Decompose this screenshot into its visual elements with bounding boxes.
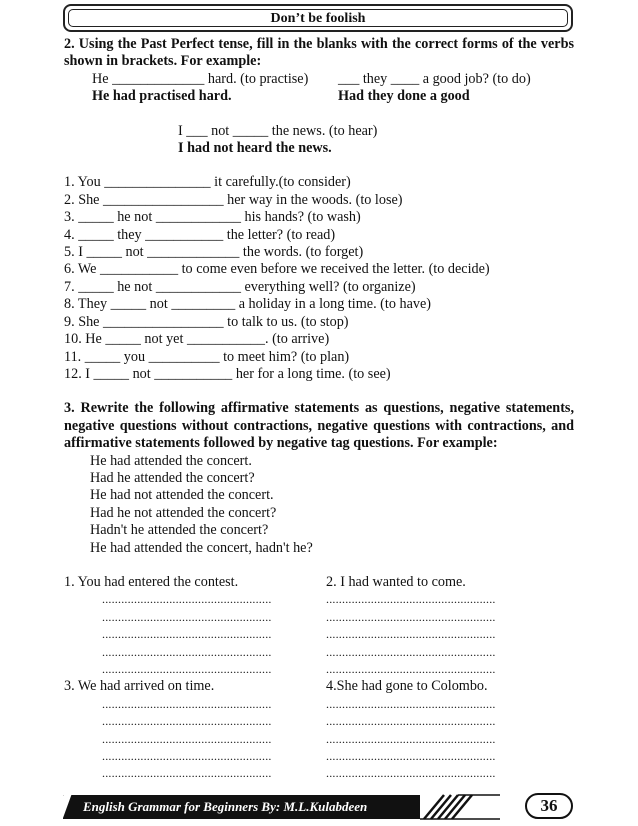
rewrite-exercises — [64, 574, 574, 783]
exercise-prompt: 2. I had wanted to come. — [326, 573, 466, 590]
example-sentence: Had he attended the concert? — [90, 469, 255, 486]
answer-line[interactable]: ..................................................... — [326, 696, 496, 711]
example-sentence: Hadn't he attended the concert? — [90, 522, 269, 539]
example1-answer: He had practised hard. — [92, 88, 232, 105]
answer-line[interactable]: ..................................................... — [326, 592, 496, 607]
exercise-prompt: 1. You had entered the contest. — [64, 573, 239, 590]
answer-line[interactable]: ..................................................... — [326, 749, 496, 764]
answer-line[interactable]: ..................................................... — [102, 714, 272, 729]
list-item: 6. We ___________ to come even before we received the letter. (to decide) — [64, 261, 490, 278]
answer-line[interactable]: ..................................................... — [102, 644, 272, 659]
answer-line[interactable]: ..................................................... — [102, 592, 272, 607]
answer-line[interactable]: ..................................................... — [102, 609, 272, 624]
list-item: 11. _____ you __________ to meet him? (to plan) — [64, 348, 350, 365]
example2-answer: Had they done a good — [338, 88, 470, 105]
list-item: 3. _____ he not ____________ his hands? (to wash) — [64, 209, 361, 226]
answer-line[interactable]: ..................................................... — [326, 609, 496, 624]
list-item: 2. She _________________ her way in the woods. (to lose) — [64, 191, 403, 208]
answer-line[interactable]: ..................................................... — [326, 662, 496, 676]
section2-instruction: 2. Using the Past Perfect tense, fill in the blanks with the correct forms of the verbs shown in brackets. For example: — [64, 36, 574, 70]
list-item: 12. I _____ not ___________ her for a long time. (to see) — [64, 365, 391, 382]
answer-line[interactable]: ..................................................... — [326, 627, 496, 642]
page-footer — [63, 793, 573, 821]
list-item: 4. _____ they ___________ the letter? (to read) — [64, 226, 336, 243]
example-row — [64, 71, 574, 88]
list-item: 9. She _________________ to talk to us. (to stop) — [64, 313, 349, 330]
exercise-prompt: 3. We had arrived on time. — [64, 678, 215, 695]
example-answer-row — [64, 88, 574, 105]
answer-line[interactable]: ..................................................... — [326, 766, 496, 781]
footer-stripes-icon — [420, 793, 500, 821]
footer-text: English Grammar for Beginners By: M.L.Kulabdeen — [63, 795, 453, 819]
list-item: 8. They _____ not _________ a holiday in a long time. (to have) — [64, 296, 431, 313]
page-title: Don’t be foolish — [68, 9, 568, 27]
page-number: 36 — [525, 793, 573, 819]
exercise-list — [64, 174, 574, 383]
title-frame — [63, 4, 573, 32]
answer-line[interactable]: ..................................................... — [326, 714, 496, 729]
answer-line[interactable]: ..................................................... — [102, 627, 272, 642]
example-sentence: He had not attended the concert. — [90, 487, 274, 504]
list-item: 7. _____ he not ____________ everything well? (to organize) — [64, 278, 416, 295]
example3-answer: I had not heard the news. — [178, 140, 332, 157]
example-sentence: He had attended the concert, hadn't he? — [90, 539, 313, 556]
answer-line[interactable]: ..................................................... — [326, 731, 496, 746]
answer-line[interactable]: ..................................................... — [102, 731, 272, 746]
answer-line[interactable]: ..................................................... — [102, 662, 272, 676]
answer-line[interactable]: ..................................................... — [326, 644, 496, 659]
list-item: 10. He _____ not yet ___________. (to arrive) — [64, 331, 330, 348]
list-item: 1. You _______________ it carefully.(to consider) — [64, 174, 351, 191]
answer-line[interactable]: ..................................................... — [102, 749, 272, 764]
exercise-prompt: 4.She had gone to Colombo. — [326, 678, 488, 695]
section3-instruction: 3. Rewrite the following affirmative statements as questions, negative statements, negative questions without contractions, negative questions with contractions, and affirmative statements followed by negative tag questions. For example: — [64, 400, 574, 452]
example-sentence: Had he not attended the concert? — [90, 504, 277, 521]
example3-question: I ___ not _____ the news. (to hear) — [178, 122, 378, 139]
section3-examples — [64, 453, 574, 557]
answer-line[interactable]: ..................................................... — [102, 766, 272, 781]
example1-question: He _____________ hard. (to practise) — [92, 70, 309, 87]
example-sentence: He had attended the concert. — [90, 452, 252, 469]
worksheet-content — [64, 36, 574, 783]
answer-line[interactable]: ..................................................... — [102, 696, 272, 711]
list-item: 5. I _____ not _____________ the words. (to forget) — [64, 244, 364, 261]
example2-question: ___ they ____ a good job? (to do) — [338, 70, 531, 87]
